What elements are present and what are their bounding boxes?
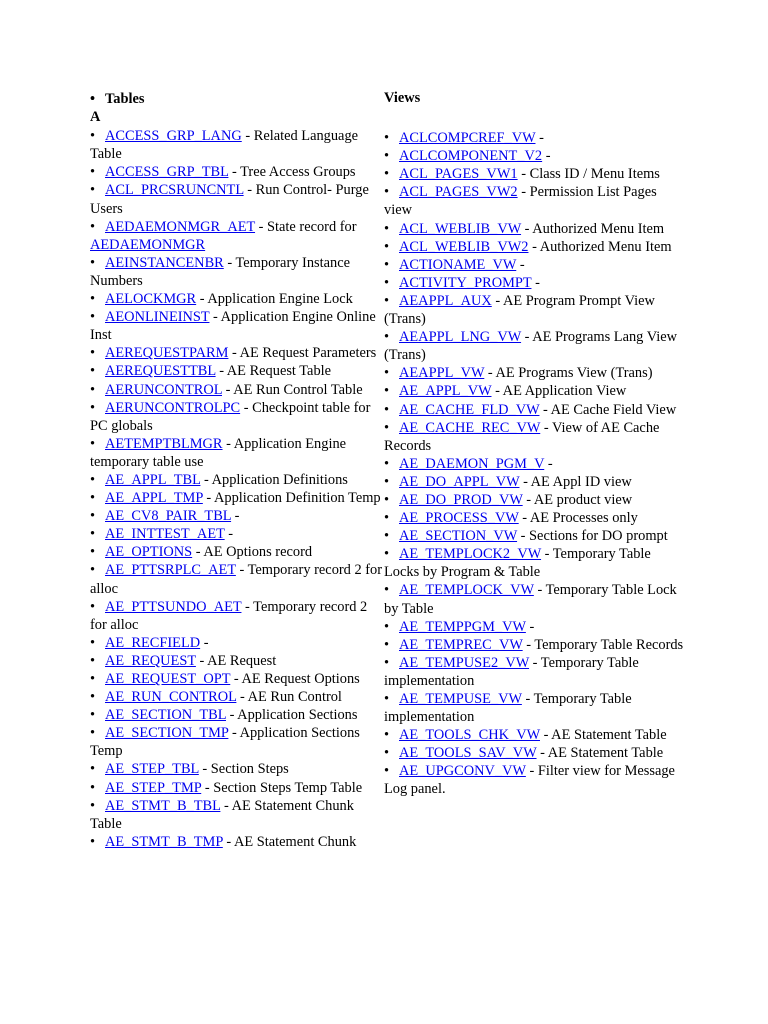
table-list-item <box>90 670 386 688</box>
table-entry-link[interactable]: AE_CV8_PAIR_TBL <box>105 508 232 525</box>
bullet-icon: • <box>90 562 96 579</box>
views-spacer <box>384 107 684 129</box>
bullet-icon: • <box>90 761 96 778</box>
table-list-item <box>90 688 386 706</box>
bullet-icon: • <box>90 363 96 380</box>
view-entry-link[interactable]: AE_TOOLS_SAV_VW <box>399 745 537 762</box>
table-entry-description: - Application Definition Temp <box>202 490 381 507</box>
table-entry-description: - AE Run Control <box>236 689 342 706</box>
bullet-icon: • <box>384 130 390 147</box>
table-list-item <box>90 362 386 380</box>
view-entry-link[interactable]: AE_TEMPUSE_VW <box>399 691 522 707</box>
view-entry-description: - <box>531 274 540 291</box>
table-entry-link[interactable]: AE_RECFIELD <box>105 634 201 651</box>
table-list-item <box>90 760 386 778</box>
table-list-item <box>90 779 386 797</box>
view-list-item <box>384 455 684 473</box>
table-entry-description: - AE Request Parameters <box>228 345 377 362</box>
view-list-item <box>384 744 684 762</box>
table-list-item <box>90 381 386 399</box>
table-entry-description: - Application Engine Online Inst <box>90 309 376 344</box>
view-entry-description: - <box>535 130 544 147</box>
view-list-item <box>384 292 684 328</box>
bullet-icon: • <box>90 291 96 308</box>
table-entry-extra-link[interactable]: AEDAEMONMGR <box>90 236 206 253</box>
table-list-item <box>90 525 386 543</box>
views-column <box>384 89 684 799</box>
bullet-icon: • <box>90 128 96 145</box>
views-heading: Views <box>384 90 421 106</box>
view-list-item <box>384 654 684 690</box>
view-entry-link[interactable]: AEAPPL_LNG_VW <box>399 329 522 346</box>
view-list-item <box>384 183 684 219</box>
bullet-icon: • <box>384 491 390 508</box>
view-list-item <box>384 473 684 491</box>
section-letter: A <box>90 109 101 126</box>
view-entry-link[interactable]: AE_TEMPUSE2_VW <box>399 654 530 671</box>
table-entry-link[interactable]: AELOCKMGR <box>105 291 197 308</box>
view-list-item <box>384 419 684 455</box>
view-entry-description: - Temporary Table implementation <box>384 654 639 689</box>
bullet-icon: • <box>90 671 96 687</box>
table-list-item <box>90 797 386 833</box>
view-entry-link[interactable]: AEAPPL_VW <box>399 365 485 382</box>
view-entry-description: - <box>544 455 553 472</box>
bullet-icon: • <box>384 691 390 707</box>
table-entry-description: - Application Engine temporary table use <box>90 435 347 470</box>
view-list-item <box>384 256 684 274</box>
table-entry-description: - AE Run Control Table <box>222 381 363 398</box>
view-entry-description: - AE Statement Table <box>536 745 664 762</box>
table-list-item <box>90 598 386 634</box>
table-entry-link[interactable]: AE_SECTION_TMP <box>105 725 229 742</box>
view-list-item <box>384 726 684 744</box>
view-entry-link[interactable]: ACL_PAGES_VW2 <box>399 184 518 201</box>
view-entry-link[interactable]: AE_TEMPREC_VW <box>399 636 523 653</box>
table-entry-link[interactable]: AE_RUN_CONTROL <box>105 689 237 706</box>
table-entry-description: - Application Sections <box>225 707 358 724</box>
bullet-icon: • <box>90 779 96 796</box>
view-list-item <box>384 527 684 545</box>
view-entry-description: - Temporary Table Locks by Program & Table <box>384 546 651 581</box>
view-list-item <box>384 274 684 292</box>
view-list-item <box>384 147 684 165</box>
view-list-item <box>384 328 684 364</box>
view-list-item <box>384 238 684 256</box>
table-list-item <box>90 833 386 851</box>
view-entry-link[interactable]: AE_TEMPLOCK_VW <box>399 582 534 599</box>
table-entry-link[interactable]: ACCESS_GRP_TBL <box>105 164 229 181</box>
tables-list <box>90 127 386 851</box>
view-entry-description: - AE Application View <box>491 383 627 400</box>
bullet-icon: • <box>90 471 96 488</box>
table-entry-description: - AE Statement Chunk Table <box>90 797 354 832</box>
views-list <box>384 129 684 798</box>
table-entry-link[interactable]: AE_SECTION_TBL <box>105 707 226 724</box>
bullet-icon: • <box>90 91 96 107</box>
view-list-item <box>384 129 684 147</box>
table-entry-link[interactable]: AE_PTTSUNDO_AET <box>105 598 242 615</box>
table-entry-description: - Related Language Table <box>90 128 359 163</box>
table-list-item <box>90 344 386 362</box>
bullet-icon: • <box>90 182 96 199</box>
bullet-icon: • <box>90 381 96 398</box>
view-list-item <box>384 581 684 617</box>
view-entry-description: - Authorized Menu Item <box>528 238 672 255</box>
view-list-item <box>384 762 684 798</box>
table-entry-link[interactable]: AE_STEP_TBL <box>105 761 199 778</box>
table-entry-link[interactable]: AE_INTTEST_AET <box>105 526 225 543</box>
bullet-icon: • <box>384 329 390 346</box>
table-entry-link[interactable]: AERUNCONTROLPC <box>105 399 241 416</box>
view-list-item <box>384 690 684 726</box>
table-list-item <box>90 471 386 489</box>
view-entry-description: - Filter view for Message Log panel. <box>384 763 675 798</box>
view-list-item <box>384 636 684 654</box>
view-list-item <box>384 382 684 400</box>
bullet-icon: • <box>90 399 96 416</box>
table-entry-link[interactable]: AEDAEMONMGR_AET <box>105 218 256 235</box>
bullet-icon: • <box>384 510 390 527</box>
table-entry-link[interactable]: AE_STMT_B_TMP <box>105 833 223 850</box>
bullet-icon: • <box>384 274 390 291</box>
table-list-item <box>90 561 386 597</box>
table-entry-description: - <box>231 508 240 525</box>
view-entry-description: - AE Programs Lang View (Trans) <box>384 329 678 364</box>
table-list-item <box>90 652 386 670</box>
table-list-item <box>90 706 386 724</box>
table-entry-link[interactable]: AEREQUESTTBL <box>105 363 216 380</box>
view-entry-description: - Sections for DO prompt <box>517 528 668 545</box>
table-entry-link[interactable]: AE_OPTIONS <box>105 544 193 561</box>
table-entry-link[interactable]: AE_APPL_TBL <box>105 471 201 488</box>
bullet-icon: • <box>384 745 390 762</box>
bullet-icon: • <box>384 365 390 382</box>
table-entry-link[interactable]: AEONLINEINST <box>105 309 210 326</box>
view-entry-link[interactable]: AE_DAEMON_PGM_V <box>399 455 545 472</box>
table-entry-link[interactable]: AEREQUESTPARM <box>105 345 229 362</box>
view-list-item <box>384 545 684 581</box>
bullet-icon: • <box>90 689 96 706</box>
table-list-item <box>90 543 386 561</box>
table-entry-description: - Temporary record 2 for alloc <box>90 598 368 633</box>
view-entry-description: - Temporary Table implementation <box>384 691 632 726</box>
bullet-icon: • <box>90 254 96 271</box>
bullet-icon: • <box>384 238 390 255</box>
bullet-icon: • <box>90 833 96 850</box>
view-entry-link[interactable]: AE_TEMPLOCK2_VW <box>399 546 542 563</box>
view-entry-description: - AE Cache Field View <box>539 401 677 418</box>
table-entry-description: - Temporary record 2 for alloc <box>90 562 383 597</box>
tables-heading <box>90 90 386 108</box>
bullet-icon: • <box>384 419 390 436</box>
view-entry-link[interactable]: AE_PROCESS_VW <box>399 510 519 527</box>
view-entry-link[interactable]: ACTIVITY_PROMPT <box>399 274 532 291</box>
table-list-item <box>90 308 386 344</box>
table-entry-description: - Run Control- Purge Users <box>90 182 369 217</box>
bullet-icon: • <box>90 797 96 814</box>
view-entry-description: - AE Statement Table <box>539 727 667 744</box>
view-entry-link[interactable]: ACL_WEBLIB_VW <box>399 220 522 237</box>
bullet-icon: • <box>90 544 96 561</box>
bullet-icon: • <box>90 652 96 669</box>
table-entry-link[interactable]: AE_APPL_TMP <box>105 490 203 507</box>
view-entry-link[interactable]: ACL_PAGES_VW1 <box>399 166 518 183</box>
table-entry-link[interactable]: AE_REQUEST <box>105 652 196 669</box>
table-list-item <box>90 290 386 308</box>
view-entry-description: - AE Appl ID view <box>519 473 632 490</box>
table-entry-description: - <box>224 526 234 543</box>
table-list-item <box>90 634 386 652</box>
bullet-icon: • <box>90 707 96 724</box>
view-entry-link[interactable]: AE_CACHE_FLD_VW <box>399 401 540 418</box>
bullet-icon: • <box>384 473 390 490</box>
tables-column <box>90 90 386 851</box>
table-entry-link[interactable]: AERUNCONTROL <box>105 381 222 398</box>
table-entry-link[interactable]: AE_REQUEST_OPT <box>105 671 231 687</box>
view-entry-link[interactable]: ACLCOMPONENT_V2 <box>399 148 543 165</box>
view-list-item <box>384 509 684 527</box>
bullet-icon: • <box>384 763 390 780</box>
bullet-icon: • <box>90 526 96 543</box>
bullet-icon: • <box>90 598 96 615</box>
view-entry-description: - AE Program Prompt View (Trans) <box>384 292 655 328</box>
table-entry-link[interactable]: AE_PTTSRPLC_AET <box>105 562 236 579</box>
bullet-icon: • <box>90 164 96 181</box>
table-list-item <box>90 254 386 290</box>
table-entry-link[interactable]: AETEMPTBLMGR <box>105 435 223 452</box>
view-entry-link[interactable]: ACTIONAME_VW <box>399 256 517 273</box>
bullet-icon: • <box>90 435 96 452</box>
table-entry-description: - Application Engine Lock <box>196 291 353 308</box>
table-entry-description: - AE Request Options <box>230 671 360 687</box>
view-entry-description: - AE Programs View (Trans) <box>484 365 653 382</box>
table-entry-link[interactable]: ACCESS_GRP_LANG <box>105 128 242 145</box>
view-entry-description: - Authorized Menu Item <box>521 220 665 237</box>
view-entry-link[interactable]: AE_DO_APPL_VW <box>399 473 520 490</box>
view-entry-description: - View of AE Cache Records <box>384 419 660 454</box>
view-entry-link[interactable]: AE_APPL_VW <box>399 383 492 400</box>
view-entry-link[interactable]: AE_TOOLS_CHK_VW <box>399 727 540 744</box>
bullet-icon: • <box>90 725 96 742</box>
view-list-item <box>384 401 684 419</box>
view-entry-description: - AE product view <box>522 491 633 508</box>
table-entry-description: - State record for <box>255 218 357 235</box>
table-entry-description: - Application Definitions <box>200 471 348 488</box>
table-entry-description: - Checkpoint table for PC globals <box>90 399 371 434</box>
view-entry-description: - <box>542 148 551 165</box>
bullet-icon: • <box>384 148 390 165</box>
view-entry-description: - <box>516 256 525 273</box>
table-entry-link[interactable]: AE_STMT_B_TBL <box>105 797 221 814</box>
table-list-item <box>90 218 386 254</box>
table-entry-description: - AE Options record <box>192 544 313 561</box>
view-entry-link[interactable]: AE_SECTION_VW <box>399 528 518 545</box>
table-entry-link[interactable]: AEINSTANCENBR <box>105 254 224 271</box>
view-entry-description: - Temporary Table Records <box>522 636 684 653</box>
table-entry-description: - Temporary Instance Numbers <box>90 254 350 289</box>
view-entry-link[interactable]: AEAPPL_AUX <box>399 292 492 309</box>
table-list-item <box>90 127 386 163</box>
table-list-item <box>90 163 386 181</box>
bullet-icon: • <box>384 184 390 201</box>
view-entry-link[interactable]: AE_CACHE_REC_VW <box>399 419 541 436</box>
table-list-item <box>90 181 386 217</box>
bullet-icon: • <box>90 309 96 326</box>
bullet-icon: • <box>384 727 390 744</box>
view-entry-link[interactable]: AE_UPGCONV_VW <box>399 763 526 780</box>
bullet-icon: • <box>384 256 390 273</box>
view-list-item <box>384 220 684 238</box>
table-entry-description: - Application Sections Temp <box>90 725 360 760</box>
bullet-icon: • <box>384 292 390 309</box>
view-list-item <box>384 165 684 183</box>
table-list-item <box>90 435 386 471</box>
table-list-item <box>90 507 386 525</box>
view-list-item <box>384 491 684 509</box>
table-entry-description: - AE Request Table <box>215 363 332 380</box>
view-list-item <box>384 364 684 382</box>
view-entry-link[interactable]: ACLCOMPCREF_VW <box>399 130 536 147</box>
bullet-icon: • <box>90 218 96 235</box>
bullet-icon: • <box>384 636 390 653</box>
table-entry-link[interactable]: ACL_PRCSRUNCNTL <box>105 182 244 199</box>
bullet-icon: • <box>90 345 96 362</box>
view-entry-link[interactable]: AE_TEMPPGM_VW <box>399 618 526 635</box>
bullet-icon: • <box>384 220 390 237</box>
table-list-item <box>90 399 386 435</box>
bullet-icon: • <box>384 166 390 183</box>
bullet-icon: • <box>90 634 96 651</box>
view-entry-link[interactable]: AE_DO_PROD_VW <box>399 491 523 508</box>
bullet-icon: • <box>384 618 390 635</box>
table-entry-description: - <box>200 634 209 651</box>
bullet-icon: • <box>384 546 390 563</box>
view-list-item <box>384 618 684 636</box>
bullet-icon: • <box>384 401 390 418</box>
table-entry-description: - AE Statement Chunk <box>222 833 357 850</box>
bullet-icon: • <box>384 455 390 472</box>
table-entry-description: - Tree Access Groups <box>228 164 356 181</box>
bullet-icon: • <box>384 383 390 400</box>
view-entry-description: - AE Processes only <box>518 510 638 527</box>
view-entry-description: - Temporary Table Lock by Table <box>384 582 677 617</box>
view-entry-description: - Class ID / Menu Items <box>517 166 660 183</box>
table-list-item <box>90 724 386 760</box>
view-entry-description: - Permission List Pages view <box>384 184 657 219</box>
bullet-icon: • <box>384 654 390 671</box>
view-entry-link[interactable]: ACL_WEBLIB_VW2 <box>399 238 529 255</box>
bullet-icon: • <box>90 508 96 525</box>
bullet-icon: • <box>384 528 390 545</box>
table-list-item <box>90 489 386 507</box>
bullet-icon: • <box>90 490 96 507</box>
table-entry-link[interactable]: AE_STEP_TMP <box>105 779 202 796</box>
table-entry-description: - Section Steps Temp Table <box>201 779 363 796</box>
table-entry-description: - Section Steps <box>198 761 289 778</box>
bullet-icon: • <box>384 582 390 599</box>
tables-heading-text: Tables <box>105 91 145 107</box>
table-entry-description: - AE Request <box>195 652 277 669</box>
view-entry-description: - <box>525 618 535 635</box>
